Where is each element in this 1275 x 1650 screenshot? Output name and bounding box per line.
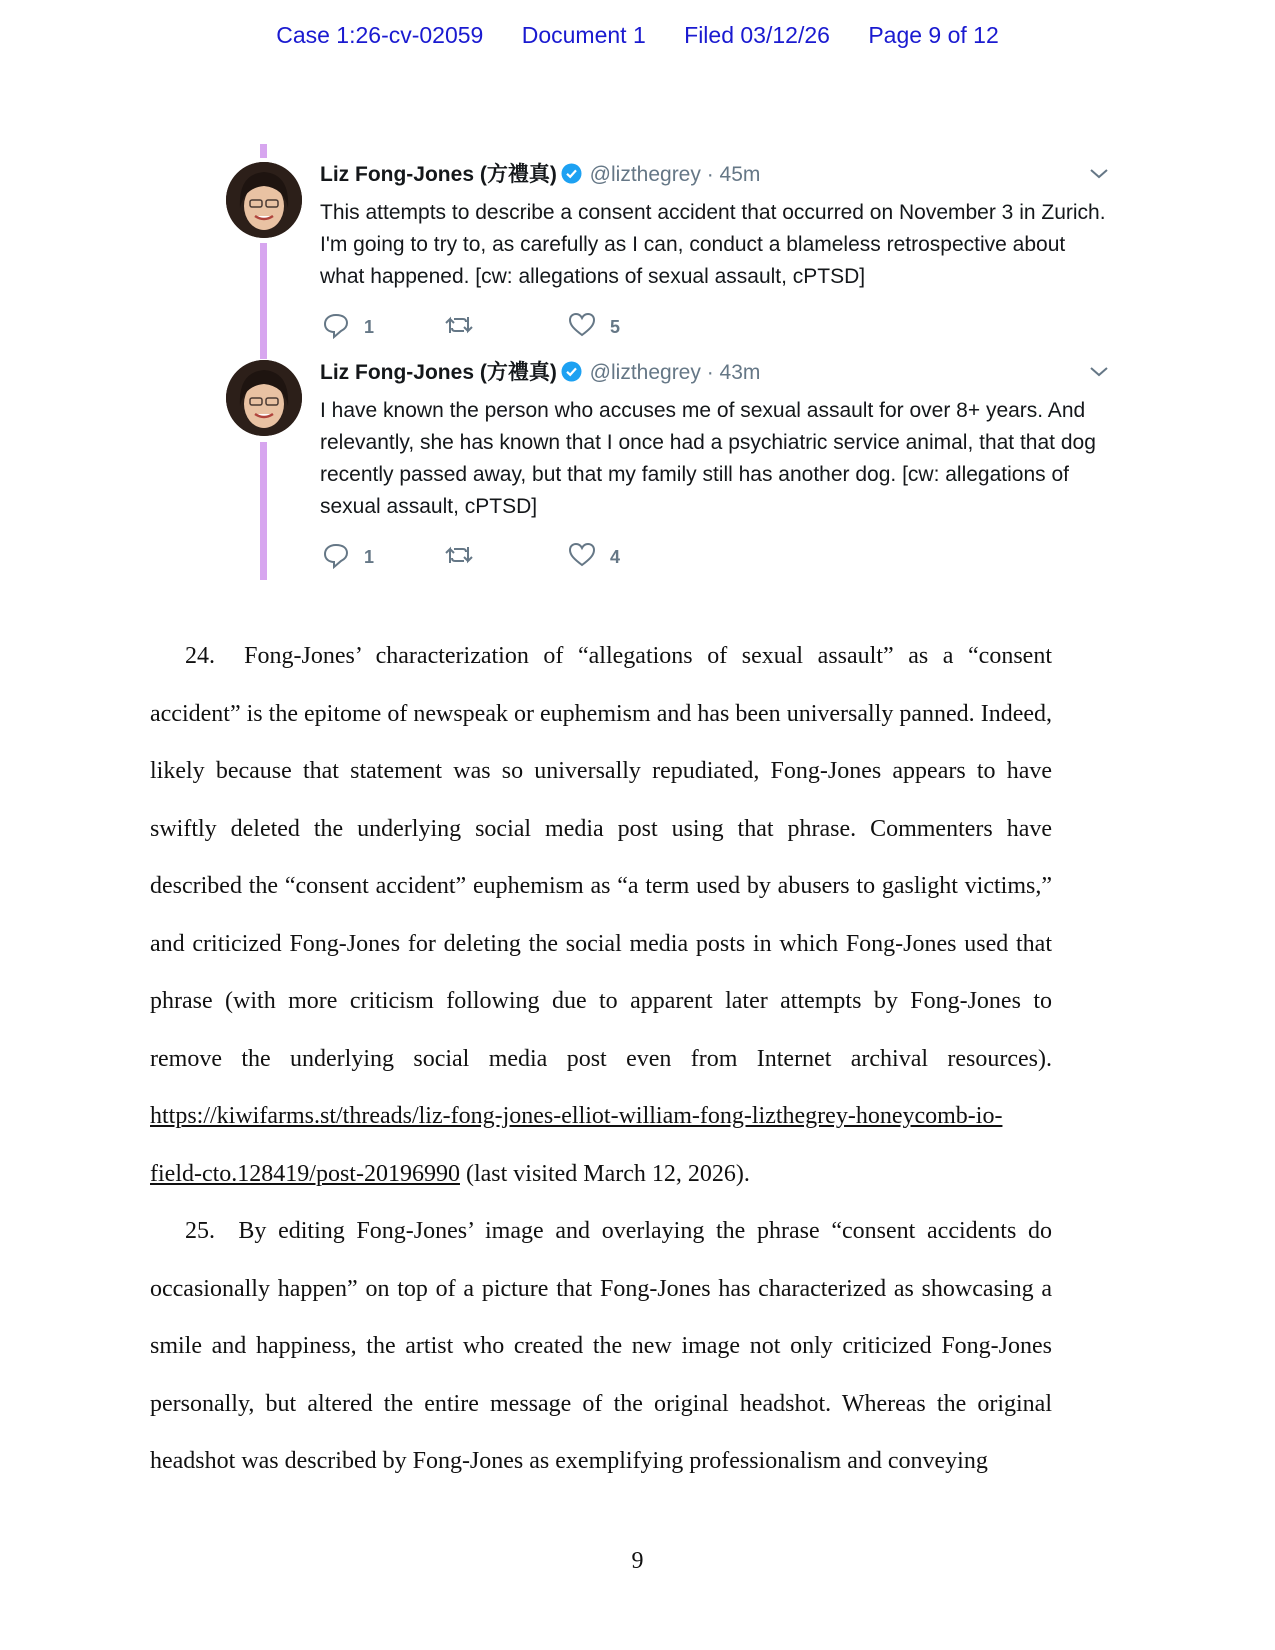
tweet-time[interactable]: · 43m bbox=[706, 361, 761, 384]
reply-count: 1 bbox=[364, 547, 375, 567]
ecf-header bbox=[0, 22, 1275, 49]
reply-count: 1 bbox=[364, 317, 375, 337]
paragraph-24 bbox=[150, 628, 1052, 1203]
tweet-author-name[interactable]: Liz Fong-Jones (方禮真) bbox=[320, 361, 557, 384]
tweet-thread-screenshot bbox=[226, 150, 1126, 612]
paragraph-24-text: 24. Fong-Jones’ characterization of “allegations of sexual assault” as a “consent accident” is the epitome of newspeak or euphemism and has been universally panned. Indeed, likely because that statement was so universally repudiated, Fong-Jones appears to have swiftly deleted the underlying social media post using that phrase. Commenters have described the “consent accident” euphemism as “a term used by abusers to gaslight victims,” and criticized Fong-Jones for deleting the social media posts in which Fong-Jones used that phrase (with more criticism following due to apparent later attempts by Fong-Jones to remove the underlying social media post even from Internet archival resources). bbox=[150, 643, 1052, 1072]
thread-line bbox=[260, 442, 267, 580]
reply-icon bbox=[322, 311, 350, 344]
document-body bbox=[150, 628, 1052, 1491]
chevron-down-icon[interactable] bbox=[1088, 162, 1110, 189]
tweet-text: I have known the person who accuses me of sexual assault for over 8+ years. And relevantly, she has known that I once had a psychiatric service animal, that that dog recently passed away, but that my family still has another dog. [cw: allegations of sexual assault, cPTSD] bbox=[320, 399, 1096, 518]
thread-line bbox=[260, 243, 267, 359]
verified-badge-icon bbox=[561, 163, 582, 191]
tweet-author-name[interactable]: Liz Fong-Jones (方禮真) bbox=[320, 163, 557, 186]
case-number: Case 1:26-cv-02059 bbox=[276, 22, 484, 48]
chevron-down-icon[interactable] bbox=[1088, 360, 1110, 387]
like-count: 4 bbox=[610, 547, 621, 567]
retweet-icon bbox=[444, 311, 474, 344]
like-count: 5 bbox=[610, 317, 621, 337]
paragraph-25-text: 25. By editing Fong-Jones’ image and overlaying the phrase “consent accidents do occasionally happen” on top of a picture that Fong-Jones has characterized as showcasing a smile and happiness, the artist who created the new image not only criticized Fong-Jones personally, but altered the entire message of the original headshot. Whereas the original headshot was described by Fong-Jones as exemplifying professionalism and conveying bbox=[150, 1218, 1052, 1474]
avatar bbox=[226, 162, 302, 238]
paragraph-25 bbox=[150, 1203, 1052, 1491]
page-number: 9 bbox=[631, 1548, 644, 1574]
like-button[interactable] bbox=[568, 311, 620, 344]
retweet-button[interactable] bbox=[444, 541, 474, 574]
tweet-actions bbox=[320, 311, 1110, 341]
verified-badge-icon bbox=[561, 361, 582, 389]
retweet-icon bbox=[444, 541, 474, 574]
thread-line bbox=[260, 144, 267, 158]
like-icon bbox=[568, 311, 596, 344]
source-link[interactable]: https://kiwifarms.st/threads/liz-fong-jones-elliot-william-fong-lizthegrey-honeycomb-io-field-cto.128419/post-20196990 bbox=[150, 1103, 1003, 1187]
reply-icon bbox=[322, 541, 350, 574]
like-button[interactable] bbox=[568, 541, 620, 574]
tweet-handle[interactable]: @lizthegrey bbox=[589, 361, 701, 384]
tweet-text: This attempts to describe a consent accident that occurred on November 3 in Zurich. I'm going to try to, as carefully as I can, conduct a blameless retrospective about what happened. [cw: allegations of sexual assault, cPTSD] bbox=[320, 201, 1106, 288]
page-indicator: Page 9 of 12 bbox=[868, 22, 999, 48]
tweet-actions bbox=[320, 541, 1110, 571]
retweet-button[interactable] bbox=[444, 311, 474, 344]
filed-date: Filed 03/12/26 bbox=[684, 22, 830, 48]
tweet-time[interactable]: · 45m bbox=[706, 163, 761, 186]
tweet-handle[interactable]: @lizthegrey bbox=[589, 163, 701, 186]
like-icon bbox=[568, 541, 596, 574]
avatar bbox=[226, 360, 302, 436]
paragraph-24-citation: (last visited March 12, 2026). bbox=[459, 1160, 750, 1187]
reply-button[interactable] bbox=[322, 311, 374, 344]
document-number: Document 1 bbox=[521, 22, 646, 48]
reply-button[interactable] bbox=[322, 541, 374, 574]
